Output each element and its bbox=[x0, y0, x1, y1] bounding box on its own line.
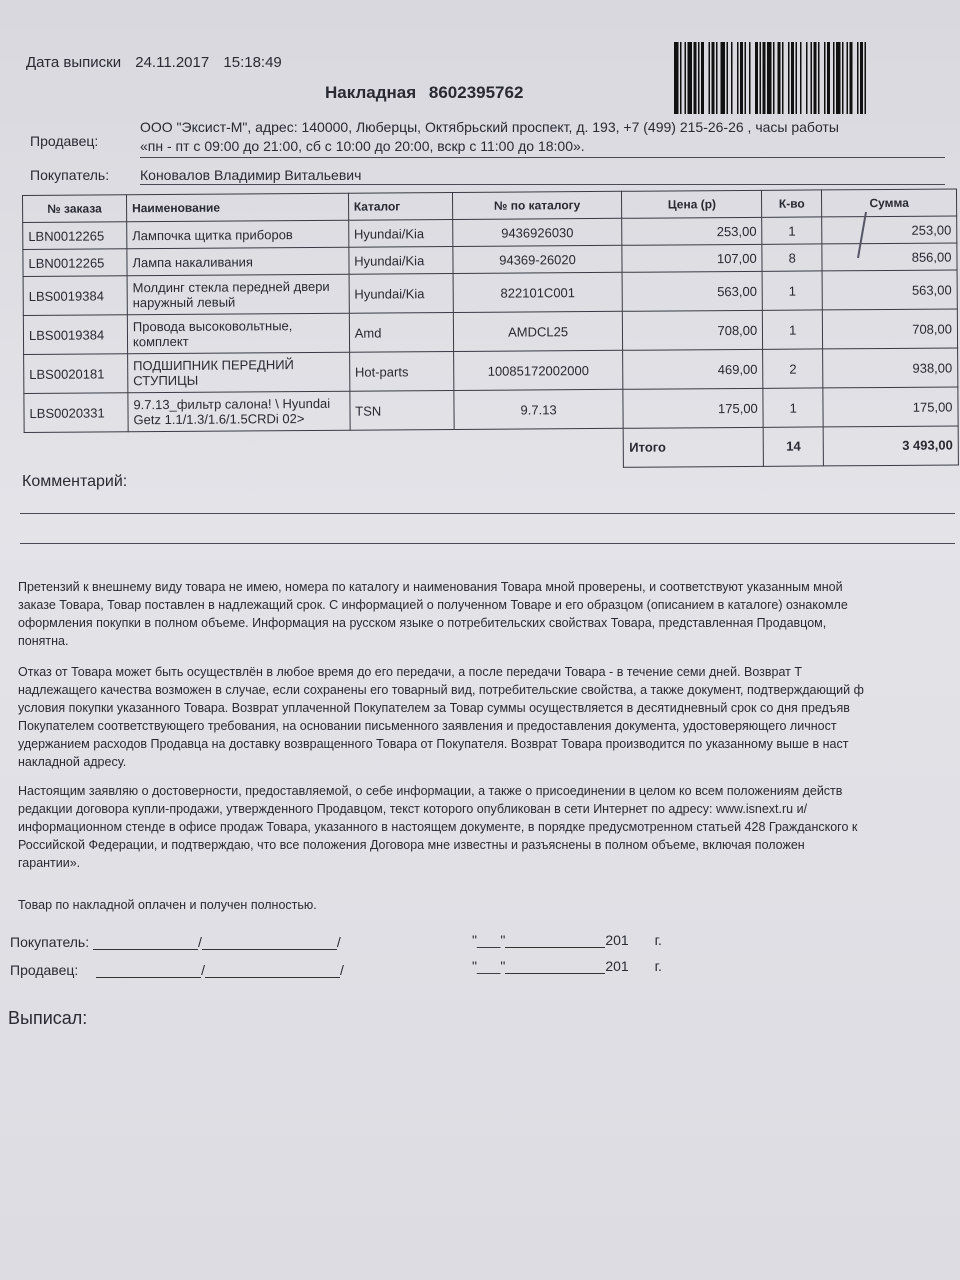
text-line: накладной адресу. bbox=[18, 755, 127, 769]
barcode-bar bbox=[800, 42, 802, 114]
item-catalog: Hyundai/Kia bbox=[349, 273, 453, 313]
item-catalog: Amd bbox=[349, 312, 453, 352]
item-sum: 563,00 bbox=[822, 270, 957, 310]
issue-date: 24.11.2017 bbox=[135, 54, 210, 71]
item-price: 107,00 bbox=[622, 244, 762, 272]
col-catalog: Каталог bbox=[348, 192, 452, 220]
item-name: Лампочка щитка приборов bbox=[127, 220, 349, 249]
item-catalog: Hot-parts bbox=[349, 351, 453, 391]
item-name: ПОДШИПНИК ПЕРЕДНИЙ СТУПИЦЫ bbox=[128, 352, 350, 393]
pen-mark-icon bbox=[855, 210, 869, 260]
order-number: LBN0012265 bbox=[23, 249, 127, 277]
order-number: LBS0019384 bbox=[23, 276, 127, 316]
item-qty: 1 bbox=[763, 310, 823, 349]
slash: / bbox=[198, 934, 202, 950]
text-line: Отказ от Товара может быть осуществлён в любое время до его передачи, а после передачи Товара - в течение семи дней. Возврат Т bbox=[18, 665, 803, 679]
barcode-bar bbox=[857, 42, 859, 114]
items-table bbox=[22, 188, 959, 471]
barcode-bar bbox=[850, 42, 853, 114]
comment-label: Комментарий: bbox=[22, 473, 128, 490]
quote-day: "___" bbox=[472, 932, 506, 948]
buyer-signature-label: Покупатель: bbox=[10, 934, 90, 950]
slash: / bbox=[201, 962, 206, 978]
barcode-bar bbox=[745, 42, 747, 114]
year-suffix: г. bbox=[654, 958, 662, 974]
slash: / bbox=[340, 962, 344, 978]
barcode-bar bbox=[763, 42, 766, 114]
barcode-image bbox=[672, 40, 950, 116]
issued-by-label: Выписал: bbox=[8, 1008, 88, 1028]
barcode-bar bbox=[694, 42, 697, 114]
seller-label: Продавец: bbox=[30, 133, 99, 149]
total-row bbox=[24, 426, 958, 471]
buyer-label: Покупатель: bbox=[30, 167, 110, 183]
barcode-bar bbox=[680, 42, 682, 114]
item-qty: 8 bbox=[762, 244, 822, 271]
item-qty: 1 bbox=[762, 271, 822, 310]
text-line: Претензий к внешнему виду товара не имею, номера по каталогу и наименования Товара мной проверены, и соответствуют указанным мной bbox=[18, 580, 843, 594]
buyer-signature-field[interactable] bbox=[93, 935, 198, 950]
barcode-bar bbox=[791, 42, 794, 114]
item-name: Молдинг стекла передней двери наружный левый bbox=[127, 274, 349, 315]
barcode-bar bbox=[824, 42, 826, 114]
barcode-bar bbox=[737, 42, 739, 114]
text-line: понятна. bbox=[18, 634, 69, 648]
barcode-bar bbox=[685, 42, 687, 114]
buyer-signature-row bbox=[10, 934, 341, 950]
seller-name-field[interactable] bbox=[205, 963, 340, 978]
text-line-part: редакции договора купли-продажи, утвержденного Продавцом, текст которого опубликован в сети Интернет по адресу: www.isnext.ru и/ bbox=[18, 802, 808, 816]
buyer-name: Коновалов Владимир Витальевич bbox=[140, 167, 362, 183]
barcode-bar bbox=[760, 42, 762, 114]
year: 201 bbox=[605, 932, 629, 948]
order-number: LBS0020181 bbox=[24, 354, 128, 394]
year-suffix: г. bbox=[654, 932, 662, 948]
year: 201 bbox=[605, 958, 629, 974]
item-part-number: 822101C001 bbox=[453, 272, 623, 312]
comment-line-2[interactable] bbox=[20, 543, 955, 544]
table-row bbox=[23, 309, 957, 355]
text-line: Покупателем соответствующего требования, на основании письменного заявления и предоставления документа, удостоверяющего личност bbox=[18, 719, 837, 733]
table-row bbox=[23, 270, 957, 316]
col-name: Наименование bbox=[126, 193, 348, 222]
paragraph-claims bbox=[18, 578, 958, 650]
barcode-bar bbox=[731, 42, 733, 114]
item-catalog: Hyundai/Kia bbox=[349, 246, 453, 274]
document-number: 8602395762 bbox=[428, 83, 524, 102]
item-sum: 938,00 bbox=[823, 348, 958, 388]
seller-date-field[interactable] bbox=[505, 959, 605, 974]
barcode-bar bbox=[773, 42, 775, 114]
text-line: гарантии». bbox=[18, 856, 81, 870]
document-title bbox=[325, 83, 531, 103]
barcode-bar bbox=[833, 42, 835, 114]
slash: / bbox=[336, 934, 341, 950]
text-line: надлежащего качества возможен в случае, если сохранены его товарный вид, потребительские свойства, а также документ, подтверждающий ф bbox=[18, 683, 864, 697]
item-name: Провода высоковольтные, комплект bbox=[127, 313, 349, 354]
text-line: оформления покупки в полном объеме. Информация на русском языке о потребительских свойствах Товара, представленная Продавцом, bbox=[18, 616, 827, 630]
text-line: заказе Товара, Товар поставлен в надлежащий срок. С информацией о полученном Товаре и его образцом (описанием в каталоге) ознакомле bbox=[18, 598, 848, 612]
barcode-bar bbox=[688, 42, 693, 114]
item-price: 708,00 bbox=[623, 310, 763, 350]
seller-underline bbox=[140, 157, 945, 158]
item-sum: 708,00 bbox=[822, 309, 957, 349]
barcode-bar bbox=[796, 42, 798, 114]
issue-date-label: Дата выписки bbox=[26, 54, 122, 71]
seller-signature-row bbox=[10, 962, 344, 978]
buyer-underline bbox=[140, 184, 945, 185]
item-sum: 175,00 bbox=[823, 387, 958, 427]
barcode-bar bbox=[860, 42, 863, 114]
item-part-number: 10085172002000 bbox=[453, 350, 623, 390]
issue-time: 15:18:49 bbox=[223, 54, 282, 71]
seller-signature-label: Продавец: bbox=[10, 962, 79, 978]
barcode-bar bbox=[698, 42, 700, 114]
barcode-bar bbox=[811, 42, 813, 114]
seller-signature-field[interactable] bbox=[96, 963, 201, 978]
barcode-bar bbox=[847, 42, 849, 114]
text-line: Российской Федерации, и подтверждаю, что все положения Договора мне известны и разъяснены в полном объеме, включая положен bbox=[18, 838, 805, 852]
item-sum: 856,00 bbox=[822, 243, 957, 271]
text-line bbox=[18, 800, 958, 818]
buyer-date-field[interactable] bbox=[505, 933, 605, 948]
col-price: Цена (р) bbox=[622, 190, 762, 218]
barcode-bar bbox=[782, 42, 784, 114]
buyer-name-field[interactable] bbox=[202, 935, 337, 950]
total-sum: 3 493,00 bbox=[823, 426, 958, 465]
total-label: Итого bbox=[624, 427, 764, 466]
item-part-number: 9436926030 bbox=[452, 218, 622, 246]
item-qty: 1 bbox=[762, 217, 822, 244]
total-qty: 14 bbox=[763, 427, 823, 466]
item-qty: 2 bbox=[763, 349, 823, 388]
barcode-bar bbox=[788, 42, 790, 114]
paragraph-returns bbox=[18, 663, 958, 771]
item-qty: 1 bbox=[763, 388, 823, 427]
col-qty: К-во bbox=[762, 190, 822, 217]
order-number: LBS0020331 bbox=[24, 393, 128, 433]
text-line: удержанием расходов Продавца на доставку возвращенного Товара от Покупателя. Возврат Товара производится по указанному выше в наст bbox=[18, 737, 849, 751]
barcode-bar bbox=[712, 42, 715, 114]
barcode-bar bbox=[749, 42, 751, 114]
paragraph-agreement bbox=[18, 782, 958, 872]
barcode-bar bbox=[836, 42, 841, 114]
item-price: 469,00 bbox=[623, 349, 763, 389]
col-sum: Сумма bbox=[822, 189, 957, 217]
order-number: LBN0012265 bbox=[23, 222, 127, 250]
col-order: № заказа bbox=[23, 195, 127, 223]
barcode-bar bbox=[721, 42, 726, 114]
table-row bbox=[24, 348, 958, 394]
text-line: условия покупки указанного Товара. Возврат уплаченной Покупателем за Товар суммы осуществляется в десятидневный срок со дня предъяв bbox=[18, 701, 850, 715]
item-part-number: AMDCL25 bbox=[453, 311, 623, 351]
barcode-bar bbox=[827, 42, 830, 114]
item-sum: 253,00 bbox=[822, 216, 957, 244]
barcode-bar bbox=[740, 42, 743, 114]
order-number: LBS0019384 bbox=[23, 315, 127, 355]
barcode-bar bbox=[865, 42, 867, 114]
buyer-date-row bbox=[472, 932, 662, 948]
comment-line-1[interactable] bbox=[20, 513, 955, 514]
text-line: информационном стенде в офисе продаж Товара, указанного в настоящем документе, в порядке предусмотренном статьей 428 Гражданского к bbox=[18, 820, 858, 834]
item-name: Лампа накаливания bbox=[127, 247, 349, 276]
barcode-bar bbox=[674, 42, 679, 114]
table-row bbox=[24, 387, 958, 433]
barcode-bar bbox=[755, 42, 758, 114]
item-name: 9.7.13_фильтр салона! \ Hyundai Getz 1.1/1.3/1.6/1.5CRDi 02> bbox=[128, 391, 350, 432]
barcode-bar bbox=[814, 42, 817, 114]
barcode-bar bbox=[842, 42, 844, 114]
seller-line-1: ООО "Эксист-М", адрес: 140000, Люберцы, Октябрьский проспект, д. 193, +7 (499) 215-26-26 , часы работы bbox=[140, 119, 839, 135]
item-catalog: TSN bbox=[350, 390, 454, 430]
barcode-bar bbox=[727, 42, 729, 114]
item-catalog: Hyundai/Kia bbox=[348, 219, 452, 247]
barcode-bar bbox=[701, 42, 704, 114]
document-title-label: Накладная bbox=[325, 83, 417, 102]
seller-details bbox=[140, 118, 940, 156]
issue-date-line bbox=[26, 54, 292, 71]
barcode-bar bbox=[716, 42, 718, 114]
item-price: 563,00 bbox=[623, 271, 763, 311]
barcode-bar bbox=[778, 42, 781, 114]
barcode-bar bbox=[767, 42, 772, 114]
paragraph-paid: Товар по накладной оплачен и получен полностью. bbox=[18, 898, 317, 912]
seller-date-row bbox=[472, 958, 662, 974]
text-line: Настоящим заявляю о достоверности, предоставляемой, о себе информации, а также о присоединении в целом ко всем положениям действ bbox=[18, 784, 843, 798]
barcode-bar bbox=[709, 42, 711, 114]
item-price: 175,00 bbox=[623, 388, 763, 428]
barcode-bar bbox=[806, 42, 808, 114]
item-part-number: 9.7.13 bbox=[454, 389, 624, 429]
quote-day: "___" bbox=[472, 958, 506, 974]
seller-line-2: «пн - пт с 09:00 до 21:00, сб с 10:00 до 20:00, вскр с 11:00 до 18:00». bbox=[140, 138, 585, 154]
col-part-number: № по каталогу bbox=[452, 191, 622, 219]
item-price: 253,00 bbox=[622, 217, 762, 245]
barcode-bar bbox=[818, 42, 820, 114]
item-part-number: 94369-26020 bbox=[453, 245, 623, 273]
